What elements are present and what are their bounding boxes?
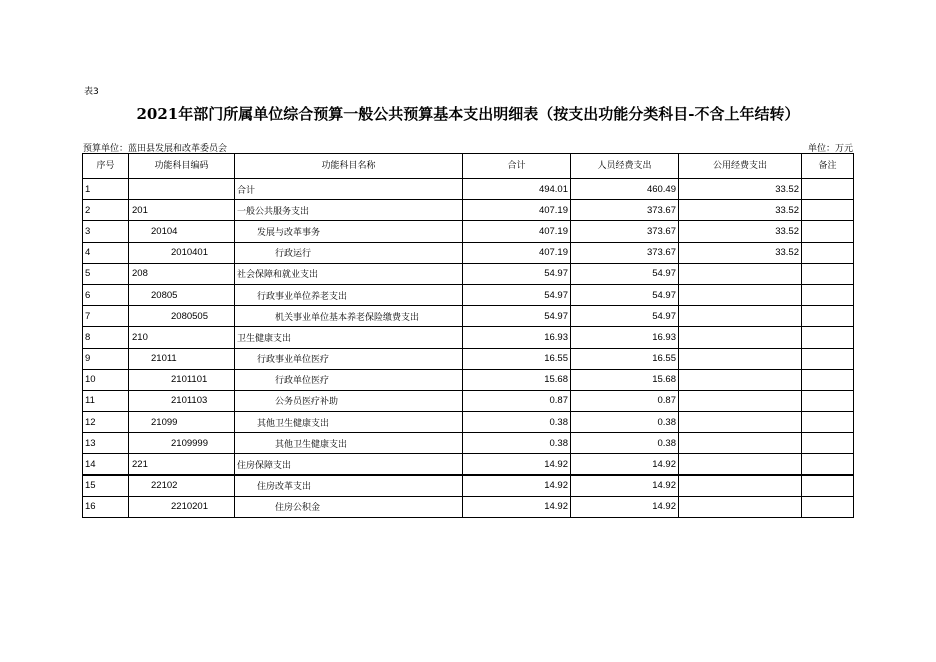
row-personnel-cell: 14.92 (571, 496, 679, 517)
row-no-cell: 16 (83, 496, 129, 517)
row-note-cell (802, 390, 854, 411)
table-row (83, 221, 854, 242)
row-public-cell: 33.52 (679, 200, 802, 221)
row-note-cell (802, 306, 854, 327)
row-personnel-cell: 54.97 (571, 284, 679, 305)
row-public-cell (679, 348, 802, 369)
row-no-cell: 12 (83, 412, 129, 433)
col-header-public: 公用经费支出 (679, 154, 802, 179)
row-public-cell (679, 412, 802, 433)
row-public-cell (679, 284, 802, 305)
row-personnel-cell: 373.67 (571, 221, 679, 242)
row-no-cell: 4 (83, 242, 129, 263)
row-code-cell (129, 179, 235, 200)
row-no-cell: 15 (83, 475, 129, 496)
row-personnel-cell: 373.67 (571, 242, 679, 263)
row-personnel-cell: 54.97 (571, 306, 679, 327)
col-header-no: 序号 (83, 154, 129, 179)
row-no-cell: 10 (83, 369, 129, 390)
row-no-cell: 7 (83, 306, 129, 327)
table-header-row (83, 154, 854, 179)
row-code-cell: 221 (129, 454, 235, 475)
row-code-cell: 2109999 (129, 433, 235, 454)
row-note-cell (802, 263, 854, 284)
row-name-cell: 其他卫生健康支出 (235, 412, 463, 433)
row-name-cell: 其他卫生健康支出 (235, 433, 463, 454)
row-code-cell: 20805 (129, 284, 235, 305)
row-no-cell: 5 (83, 263, 129, 284)
table-row (83, 179, 854, 200)
row-public-cell (679, 327, 802, 348)
row-no-cell: 9 (83, 348, 129, 369)
row-note-cell (802, 327, 854, 348)
row-code-cell: 201 (129, 200, 235, 221)
row-personnel-cell: 460.49 (571, 179, 679, 200)
table-row (83, 306, 854, 327)
row-note-cell (802, 433, 854, 454)
row-total-cell: 14.92 (463, 454, 571, 475)
row-total-cell: 0.38 (463, 412, 571, 433)
row-total-cell: 16.55 (463, 348, 571, 369)
budget-unit-label: 预算单位：蓝田县发展和改革委员会 (83, 144, 228, 154)
row-note-cell (802, 412, 854, 433)
row-public-cell (679, 390, 802, 411)
row-name-cell: 社会保障和就业支出 (235, 263, 463, 284)
col-header-personnel: 人员经费支出 (571, 154, 679, 179)
table-row (83, 390, 854, 411)
row-public-cell (679, 369, 802, 390)
money-unit-label: 单位：万元 (807, 144, 853, 154)
table-row (83, 412, 854, 433)
row-name-cell: 行政事业单位医疗 (235, 348, 463, 369)
row-name-cell: 公务员医疗补助 (235, 390, 463, 411)
row-name-cell: 发展与改革事务 (235, 221, 463, 242)
row-personnel-cell: 16.93 (571, 327, 679, 348)
row-public-cell (679, 306, 802, 327)
row-personnel-cell: 14.92 (571, 475, 679, 496)
row-personnel-cell: 373.67 (571, 200, 679, 221)
row-total-cell: 14.92 (463, 496, 571, 517)
row-name-cell: 合计 (235, 179, 463, 200)
row-code-cell: 21011 (129, 348, 235, 369)
row-name-cell: 卫生健康支出 (235, 327, 463, 348)
row-personnel-cell: 0.87 (571, 390, 679, 411)
row-note-cell (802, 475, 854, 496)
row-total-cell: 407.19 (463, 200, 571, 221)
row-personnel-cell: 14.92 (571, 454, 679, 475)
row-name-cell: 一般公共服务支出 (235, 200, 463, 221)
row-no-cell: 2 (83, 200, 129, 221)
row-code-cell: 20104 (129, 221, 235, 242)
row-name-cell: 行政事业单位养老支出 (235, 284, 463, 305)
row-personnel-cell: 54.97 (571, 263, 679, 284)
row-code-cell: 210 (129, 327, 235, 348)
table-row (83, 433, 854, 454)
row-note-cell (802, 200, 854, 221)
row-note-cell (802, 454, 854, 475)
row-no-cell: 14 (83, 454, 129, 475)
row-no-cell: 3 (83, 221, 129, 242)
row-note-cell (802, 496, 854, 517)
table-row (83, 454, 854, 475)
col-header-name: 功能科目名称 (235, 154, 463, 179)
row-public-cell: 33.52 (679, 242, 802, 263)
col-header-code: 功能科目编码 (129, 154, 235, 179)
row-public-cell: 33.52 (679, 179, 802, 200)
row-public-cell (679, 454, 802, 475)
row-code-cell: 21099 (129, 412, 235, 433)
table-row (83, 475, 854, 496)
row-personnel-cell: 0.38 (571, 433, 679, 454)
row-public-cell (679, 433, 802, 454)
row-total-cell: 16.93 (463, 327, 571, 348)
row-note-cell (802, 221, 854, 242)
table-row (83, 348, 854, 369)
row-no-cell: 6 (83, 284, 129, 305)
row-name-cell: 行政单位医疗 (235, 369, 463, 390)
row-total-cell: 14.92 (463, 475, 571, 496)
row-total-cell: 54.97 (463, 306, 571, 327)
row-total-cell: 15.68 (463, 369, 571, 390)
table-row (83, 242, 854, 263)
table-row (83, 263, 854, 284)
row-note-cell (802, 179, 854, 200)
row-total-cell: 494.01 (463, 179, 571, 200)
row-note-cell (802, 284, 854, 305)
row-total-cell: 54.97 (463, 263, 571, 284)
col-header-note: 备注 (802, 154, 854, 179)
budget-table (82, 153, 854, 518)
row-no-cell: 13 (83, 433, 129, 454)
row-note-cell (802, 242, 854, 263)
page-title: 2021年部门所属单位综合预算一般公共预算基本支出明细表（按支出功能分类科目-不含上年结转） (136, 105, 800, 123)
table-row (83, 369, 854, 390)
row-total-cell: 407.19 (463, 242, 571, 263)
row-code-cell: 22102 (129, 475, 235, 496)
row-note-cell (802, 348, 854, 369)
row-name-cell: 住房保障支出 (235, 454, 463, 475)
row-public-cell (679, 263, 802, 284)
row-code-cell: 2101101 (129, 369, 235, 390)
table-row (83, 284, 854, 305)
row-public-cell (679, 496, 802, 517)
row-total-cell: 0.38 (463, 433, 571, 454)
row-code-cell: 2010401 (129, 242, 235, 263)
row-name-cell: 行政运行 (235, 242, 463, 263)
row-name-cell: 住房改革支出 (235, 475, 463, 496)
row-code-cell: 2080505 (129, 306, 235, 327)
col-header-total: 合计 (463, 154, 571, 179)
row-public-cell (679, 475, 802, 496)
row-code-cell: 2101103 (129, 390, 235, 411)
table-tag: 表3 (84, 87, 99, 97)
row-note-cell (802, 369, 854, 390)
row-name-cell: 住房公积金 (235, 496, 463, 517)
row-total-cell: 0.87 (463, 390, 571, 411)
row-no-cell: 8 (83, 327, 129, 348)
table-row (83, 200, 854, 221)
row-personnel-cell: 0.38 (571, 412, 679, 433)
row-total-cell: 407.19 (463, 221, 571, 242)
row-code-cell: 208 (129, 263, 235, 284)
table-row (83, 496, 854, 517)
row-code-cell: 2210201 (129, 496, 235, 517)
row-personnel-cell: 15.68 (571, 369, 679, 390)
row-no-cell: 11 (83, 390, 129, 411)
row-no-cell: 1 (83, 179, 129, 200)
table-row (83, 327, 854, 348)
row-total-cell: 54.97 (463, 284, 571, 305)
row-name-cell: 机关事业单位基本养老保险缴费支出 (235, 306, 463, 327)
row-personnel-cell: 16.55 (571, 348, 679, 369)
row-public-cell: 33.52 (679, 221, 802, 242)
unit-row (83, 141, 853, 153)
